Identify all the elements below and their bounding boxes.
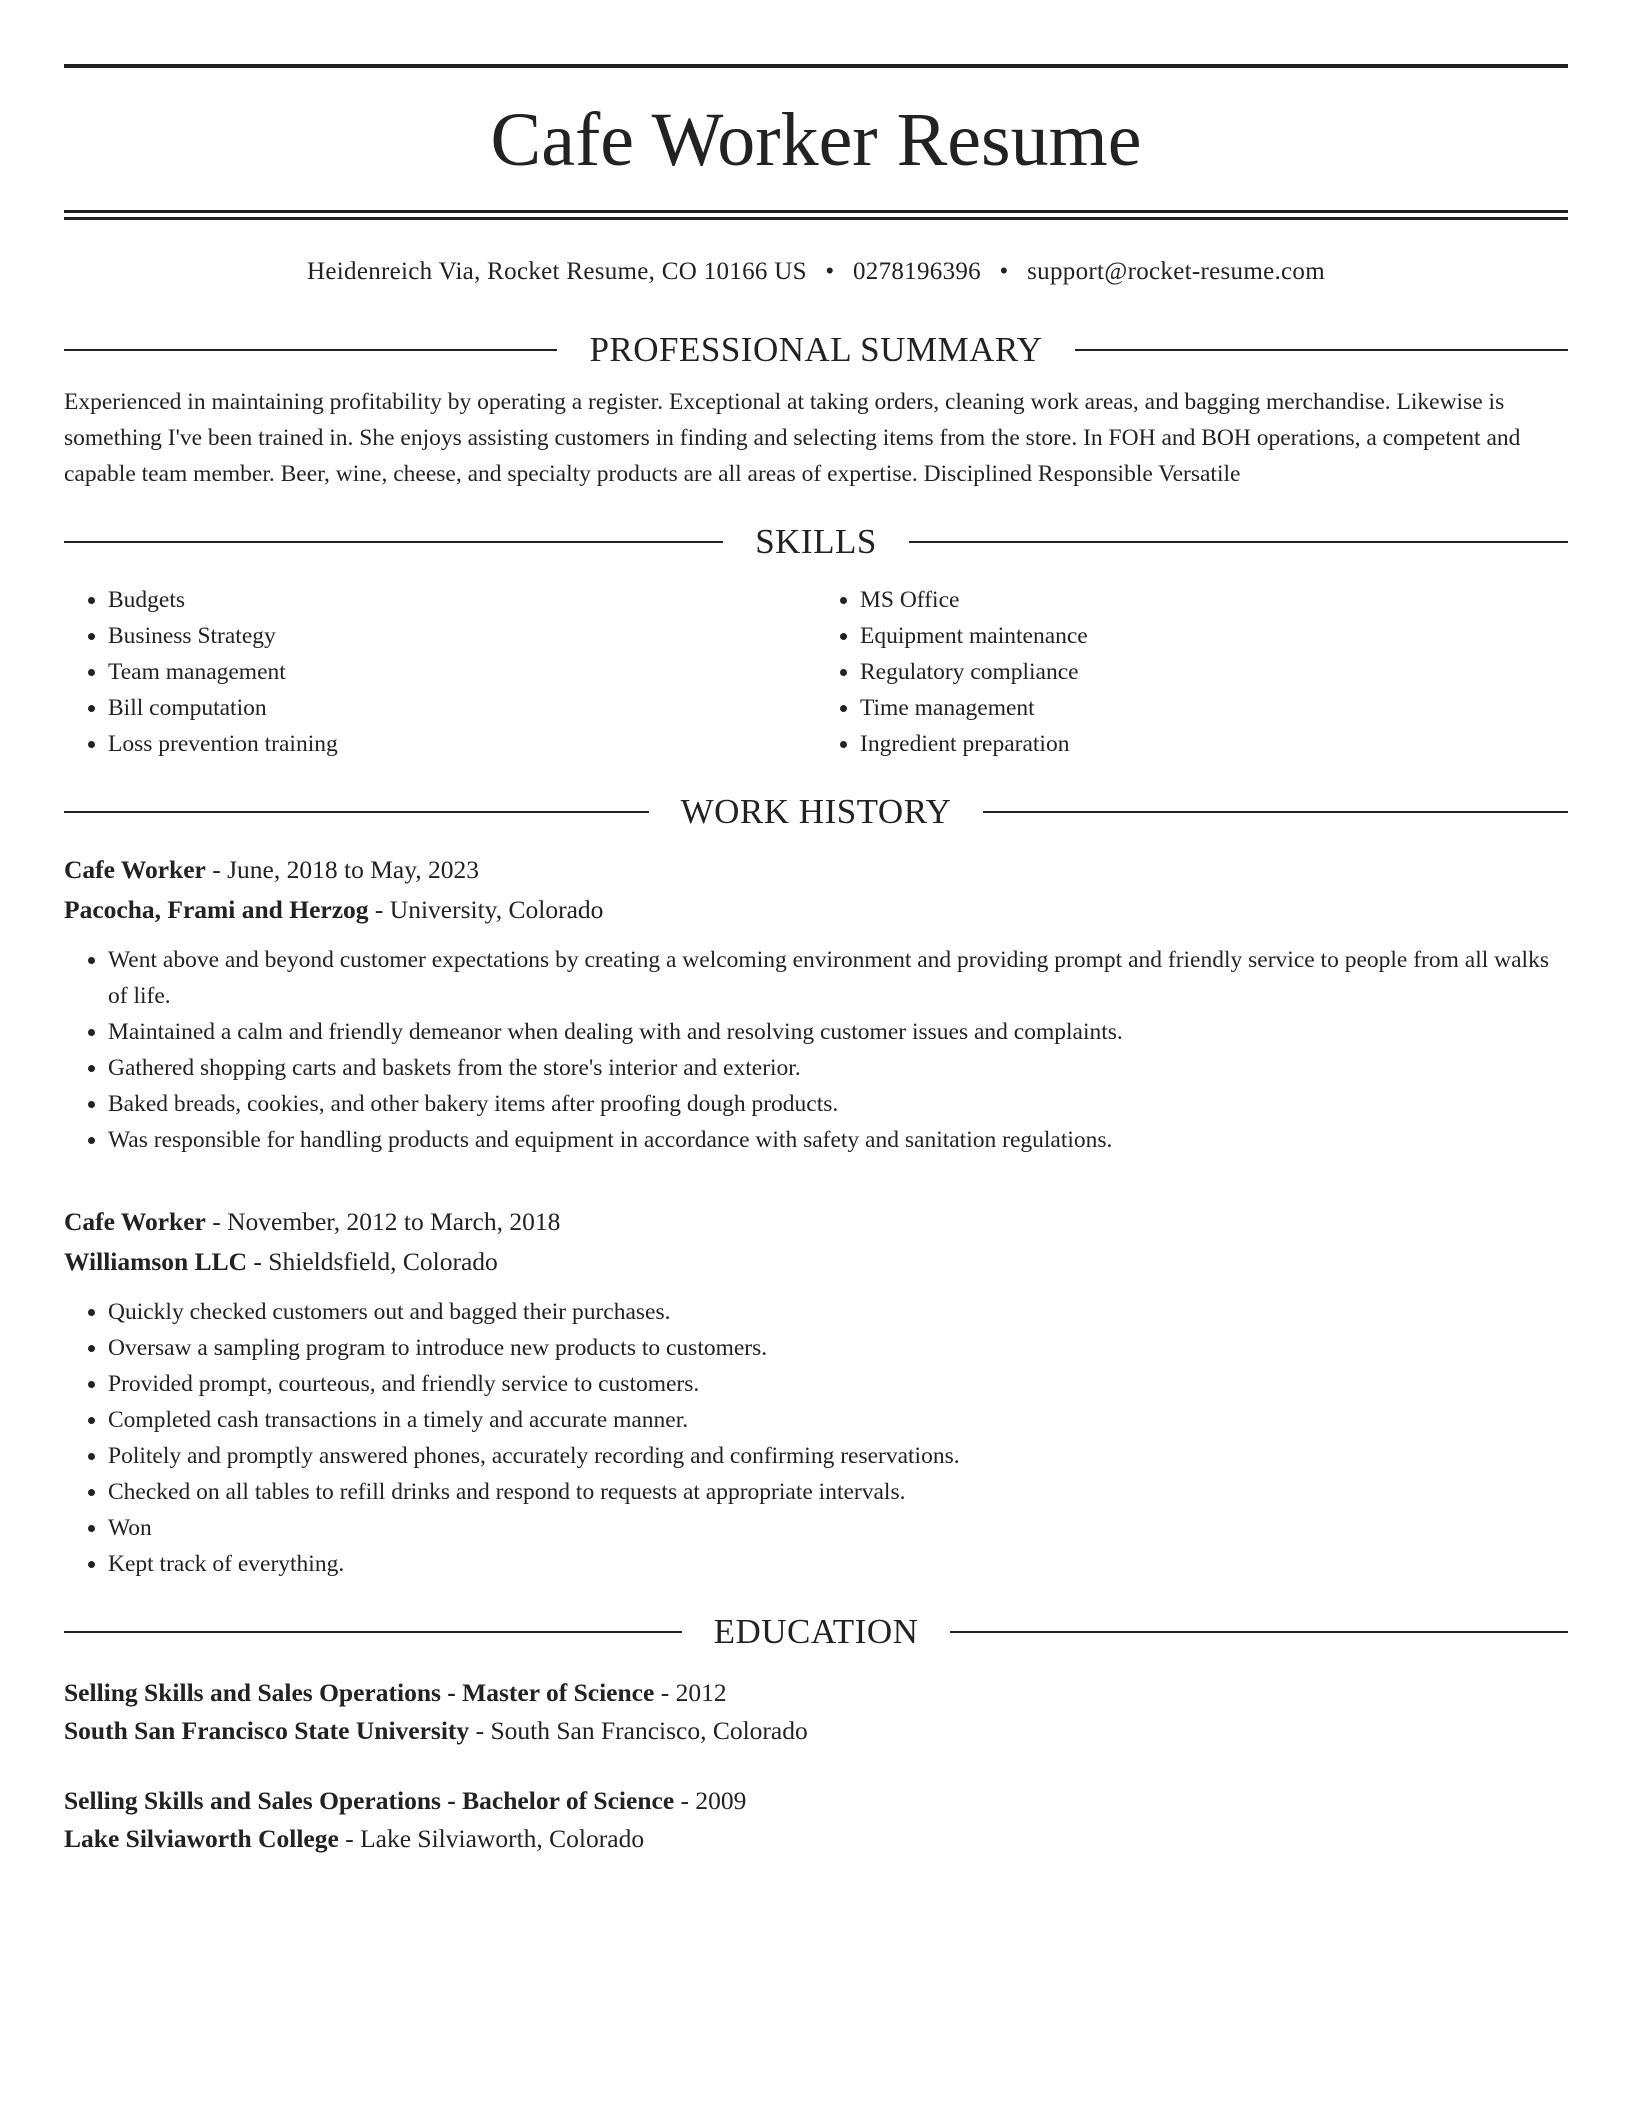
- job-role: Cafe Worker: [64, 1207, 206, 1236]
- list-item: • Provided prompt, courteous, and friendly service to customers.: [108, 1366, 1568, 1402]
- skill-item: • Ingredient preparation: [860, 726, 1568, 762]
- job-role: Cafe Worker: [64, 855, 206, 884]
- education-degree: Selling Skills and Sales Operations - Master of Science: [64, 1678, 655, 1707]
- contact-address: Heidenreich Via, Rocket Resume, CO 10166 US: [307, 258, 807, 285]
- section-title: PROFESSIONAL SUMMARY: [589, 330, 1043, 369]
- skill-item: • Business Strategy: [108, 618, 816, 654]
- education-school: Lake Silviaworth College: [64, 1824, 339, 1853]
- job-title-row: [64, 1202, 1568, 1242]
- heading-rule-left: [64, 1631, 682, 1633]
- list-item: • Went above and beyond customer expectations by creating a welcoming environment and providing prompt and friendly service to people from all walks of life.: [108, 942, 1568, 1014]
- skill-item: • Bill computation: [108, 690, 816, 726]
- job-company: Williamson LLC: [64, 1247, 248, 1276]
- skills-list-right: [816, 582, 1568, 762]
- contact-line: [64, 256, 1568, 288]
- list-item: • Gathered shopping carts and baskets from the store's interior and exterior.: [108, 1050, 1568, 1086]
- section-title: SKILLS: [755, 522, 877, 561]
- heading-rule-right: [909, 541, 1568, 543]
- contact-separator: •: [825, 258, 835, 285]
- dash: -: [338, 1824, 361, 1853]
- dash: -: [205, 1207, 228, 1236]
- list-item: • Quickly checked customers out and bagged their purchases.: [108, 1294, 1568, 1330]
- dash: -: [654, 1678, 676, 1707]
- skill-item: • Team management: [108, 654, 816, 690]
- heading-rule-right: [1075, 349, 1568, 351]
- education-year: 2012: [675, 1678, 727, 1707]
- heading-rule-left: [64, 541, 723, 543]
- resume-page: [64, 64, 1568, 1858]
- education-entry: [64, 1674, 1568, 1750]
- section-title: WORK HISTORY: [680, 792, 952, 831]
- list-item: • Checked on all tables to refill drinks and respond to requests at appropriate intervals.: [108, 1474, 1568, 1510]
- dash: -: [469, 1716, 491, 1745]
- education-degree-row: [64, 1674, 1568, 1712]
- heading-rule-right: [950, 1631, 1568, 1633]
- page-title: Cafe Worker Resume: [490, 98, 1142, 182]
- dash: -: [205, 855, 228, 884]
- job-bullets: [64, 1294, 1568, 1582]
- section-heading-education: [64, 1612, 1568, 1652]
- education-degree-row: [64, 1782, 1568, 1820]
- education-list: [64, 1674, 1568, 1858]
- contact-separator: •: [999, 258, 1009, 285]
- education-entry: [64, 1782, 1568, 1858]
- education-school-row: [64, 1712, 1568, 1750]
- job-company-row: [64, 1242, 1568, 1282]
- job-company: Pacocha, Frami and Herzog: [64, 895, 369, 924]
- title-double-rule: [64, 210, 1568, 220]
- skill-item: • Budgets: [108, 582, 816, 618]
- section-title: EDUCATION: [713, 1612, 919, 1651]
- section-heading-skills: [64, 522, 1568, 562]
- contact-phone: 0278196396: [852, 258, 981, 285]
- work-history-list: [64, 850, 1568, 1582]
- list-item: • Kept track of everything.: [108, 1546, 1568, 1582]
- list-item: • Was responsible for handling products and equipment in accordance with safety and sanitation regulations.: [108, 1122, 1568, 1158]
- list-item: • Won: [108, 1510, 1568, 1546]
- skill-item: • Loss prevention training: [108, 726, 816, 762]
- skill-item: • Equipment maintenance: [860, 618, 1568, 654]
- education-school-row: [64, 1820, 1568, 1858]
- job-dates: November, 2012 to March, 2018: [227, 1207, 561, 1236]
- job-location: University, Colorado: [389, 895, 604, 924]
- job-entry: [64, 850, 1568, 1158]
- education-degree: Selling Skills and Sales Operations - Bachelor of Science: [64, 1786, 675, 1815]
- section-heading-summary: [64, 330, 1568, 370]
- job-bullets: [64, 942, 1568, 1158]
- heading-rule-left: [64, 811, 649, 813]
- list-item: • Oversaw a sampling program to introduce new products to customers.: [108, 1330, 1568, 1366]
- education-year: 2009: [695, 1786, 747, 1815]
- job-entry: [64, 1202, 1568, 1582]
- heading-rule-left: [64, 349, 557, 351]
- skills-list-left: [64, 582, 816, 762]
- heading-rule-right: [983, 811, 1568, 813]
- education-location: Lake Silviaworth, Colorado: [360, 1824, 645, 1853]
- job-location: Shieldsfield, Colorado: [268, 1247, 498, 1276]
- job-company-row: [64, 890, 1568, 930]
- list-item: • Completed cash transactions in a timely and accurate manner.: [108, 1402, 1568, 1438]
- dash: -: [368, 895, 390, 924]
- list-item: • Politely and promptly answered phones, accurately recording and confirming reservations.: [108, 1438, 1568, 1474]
- dash: -: [247, 1247, 269, 1276]
- skill-item: • Regulatory compliance: [860, 654, 1568, 690]
- list-item: • Maintained a calm and friendly demeanor when dealing with and resolving customer issues and complaints.: [108, 1014, 1568, 1050]
- contact-email: support@rocket-resume.com: [1027, 258, 1325, 285]
- dash: -: [674, 1786, 696, 1815]
- education-location: South San Francisco, Colorado: [490, 1716, 808, 1745]
- education-school: South San Francisco State University: [64, 1716, 470, 1745]
- list-item: • Baked breads, cookies, and other bakery items after proofing dough products.: [108, 1086, 1568, 1122]
- skill-item: • Time management: [860, 690, 1568, 726]
- summary-text: Experienced in maintaining profitability by operating a register. Exceptional at taking orders, cleaning work areas, and bagging merchandise. Likewise is something I've been trained in. She enjoys assisting customers in finding and selecting items from the store. In FOH and BOH operations, a competent and capable team member. Beer, wine, cheese, and specialty products are all areas of expertise. Disciplined Responsible Versatile: [64, 389, 1521, 487]
- job-dates: June, 2018 to May, 2023: [227, 855, 480, 884]
- section-heading-work: [64, 792, 1568, 832]
- job-title-row: [64, 850, 1568, 890]
- skill-item: • MS Office: [860, 582, 1568, 618]
- skills-columns: [64, 582, 1568, 762]
